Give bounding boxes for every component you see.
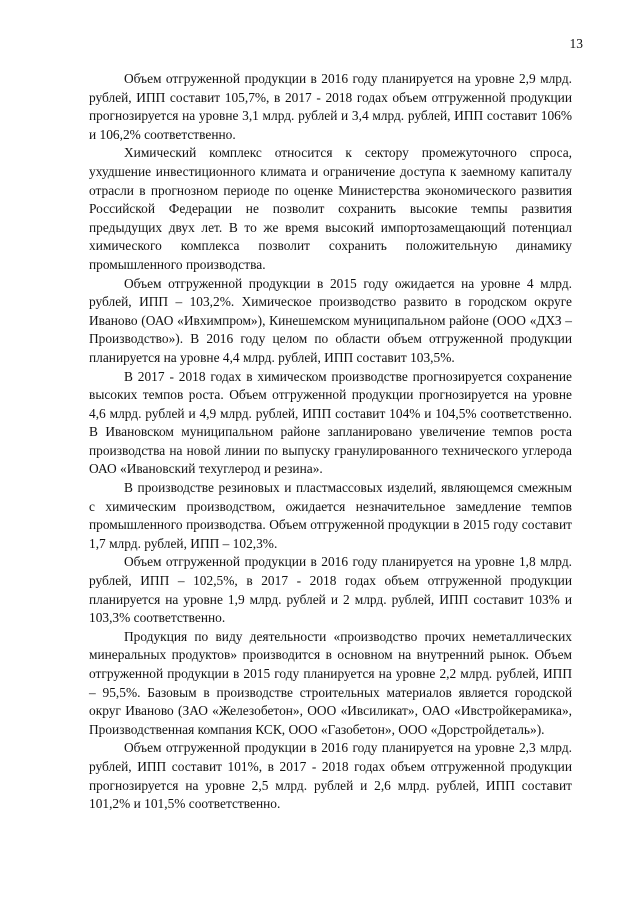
paragraph-rubber-plastics-2016-2018: Объем отгруженной продукции в 2016 году планируется на уровне 1,8 млрд. рублей, ИПП – 102,5%, в 2017 - 2018 годах объем отгруженной продукции планируется на уровне 1,9 млрд. рублей и 2 млрд. рублей, ИПП составит 103% и 103,3% соответственно. — [89, 554, 572, 626]
paragraph-shipment-2016-2018: Объем отгруженной продукции в 2016 году планируется на уровне 2,9 млрд. рублей, ИПП составит 105,7%, в 2017 - 2018 годах объем отгруженной продукции прогнозируется на уровне 3,1 млрд. рублей и 3,4 млрд. рублей, ИПП составит 106% и 106,2% соответственно. — [89, 71, 572, 142]
paragraph-chemical-2017-2018: В 2017 - 2018 годах в химическом производстве прогнозируется сохранение высоких темпов роста. Объем отгруженной продукции прогнозируется на уровне 4,6 млрд. рублей и 4,9 млрд. рублей, ИПП составит 104% и 104,5% соответственно. В Ивановском муниципальном районе запланировано увеличение темпов роста производства на новой линии по выпуску гранулированного технического углерода ОАО «Ивановский техуглерод и резина». — [89, 368, 572, 477]
page-number: 13 — [569, 36, 583, 51]
paragraph-non-metallic-2016-2018: Объем отгруженной продукции в 2016 году планируется на уровне 2,3 млрд. рублей, ИПП составит 101%, в 2017 - 2018 годах объем отгруженной продукции прогнозируется на уровне 2,5 млрд. рублей и 2,6 млрд. рублей, ИПП составит 101,2% и 101,5% соответственно. — [89, 740, 572, 812]
paragraph-non-metallic-minerals: Продукция по виду деятельности «производство прочих неметаллических минеральных продуктов» производится в основном на внутренний рынок. Объем отгруженной продукции в 2015 году планируется на уровне 2,2 млрд. рублей, ИПП – 95,5%. Базовым в производстве строительных материалов является городской округ Иваново (ЗАО «Железобетон», ООО «Ивсиликат», ОАО «Ивстройкерамика», Производственная компания КСК, ООО «Газобетон», ООО «Дорстройдеталь»). — [89, 628, 572, 737]
paragraph-chemical-2015-2016: Объем отгруженной продукции в 2015 году ожидается на уровне 4 млрд. рублей, ИПП – 103,2%. Химическое производство развито в городском округе Иваново (ОАО «Ивхимпром»), Кинешемском муниципальном районе (ООО «ДХЗ – Производство»). В 2016 году целом по области объем отгруженной продукции планируется на уровне 4,4 млрд. рублей, ИПП составит 103,5%. — [89, 275, 572, 365]
body-text — [89, 70, 572, 814]
paragraph-rubber-plastics-2015: В производстве резиновых и пластмассовых изделий, являющемся смежным с химическим производством, ожидается незначительное замедление темпов промышленного производства. Объем отгруженной продукции в 2015 году составит 1,7 млрд. рублей, ИПП – 102,3%. — [89, 480, 572, 551]
paragraph-chemical-complex: Химический комплекс относится к сектору промежуточного спроса, ухудшение инвестиционного климата и ограничение доступа к заемному капиталу отрасли в прогнозном периоде по оценке Министерства экономического развития Российской Федерации не позволит сохранить высокие темпы развития предыдущих двух лет. В то же время высокий импортозамещающий потенциал химического комплекса позволит сохранить положительную динамику промышленного производства. — [89, 145, 572, 272]
